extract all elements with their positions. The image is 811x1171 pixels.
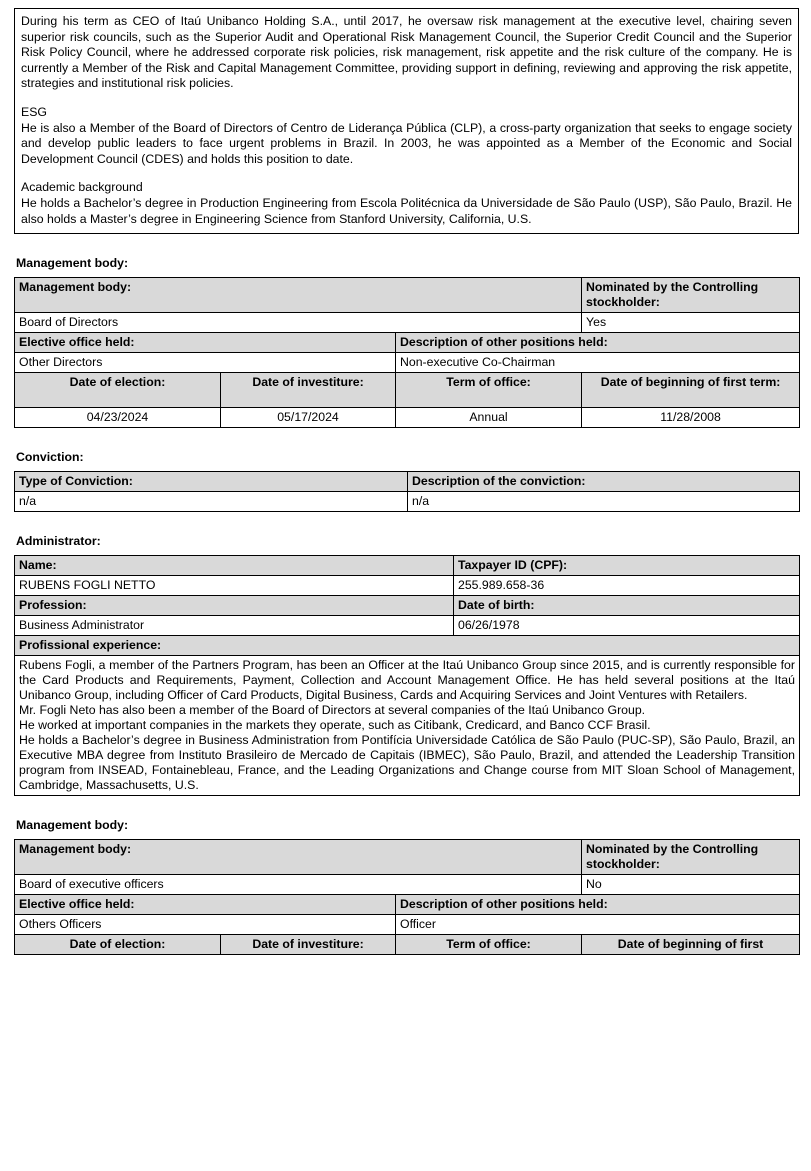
mb1-col-date-election: Date of election: — [15, 373, 221, 408]
table-row — [15, 313, 800, 333]
table-row — [15, 333, 800, 353]
mb2-col-term-of-office: Term of office: — [396, 935, 582, 955]
table-row — [15, 576, 800, 596]
mb1-nominated: Yes — [582, 313, 800, 333]
mb1-col-date-investiture: Date of investiture: — [221, 373, 396, 408]
admin-profession-label: Profession: — [15, 596, 454, 616]
table-row — [15, 935, 800, 955]
admin-profession-value: Business Administrator — [15, 616, 454, 636]
bio-paragraph-esg: He is also a Member of the Board of Directors of Centro de Liderança Pública (CLP), a cross-party organization that seeks to engage society and develop public leaders to face urgent problems in Brazil. In 2003, he was appointed as a Member of the Economic and Social Development Council (CDES) and holds this position to date. — [21, 120, 792, 166]
admin-birth-value: 06/26/1978 — [454, 616, 800, 636]
admin-name-label: Name: — [15, 556, 454, 576]
biography-box — [14, 8, 799, 234]
conviction-title: Conviction: — [16, 450, 84, 465]
mb1-other-positions-value: Non-executive Co-Chairman — [396, 353, 800, 373]
mb1-val-term-of-office: Annual — [396, 408, 582, 428]
table-row — [15, 278, 800, 313]
bio-heading-esg: ESG — [21, 104, 47, 119]
table-row — [15, 373, 800, 408]
mb1-col-term-of-office: Term of office: — [396, 373, 582, 408]
table-row — [15, 915, 800, 935]
admin-experience-p4: He holds a Bachelor’s degree in Business Administration from Pontifícia Universidade Católica de São Paulo (PUC-SP), São Paulo, Brazil, an Executive MBA degree from Instituto Brasileiro de Mercado de Capitais (IBMEC), São Paulo, Brazil, and attended the Leadership Transition program from INSEAD, Fontainebleau, France, and the Leading Organizations and Change course from MIT Sloan School of Management, Cambridge, Massachusetts, U.S. — [19, 733, 795, 793]
conviction-table — [14, 471, 800, 512]
table-row — [15, 840, 800, 875]
bio-heading-academic: Academic background — [21, 180, 143, 195]
admin-taxpayer-value: 255.989.658-36 — [454, 576, 800, 596]
mb1-val-date-election: 04/23/2024 — [15, 408, 221, 428]
mb2-col-date-investiture: Date of investiture: — [221, 935, 396, 955]
management-body-1-title: Management body: — [16, 256, 129, 271]
mb1-val-date-investiture: 05/17/2024 — [221, 408, 396, 428]
admin-name-value: RUBENS FOGLI NETTO — [15, 576, 454, 596]
admin-experience-p2: Mr. Fogli Neto has also been a member of the Board of Directors at several companies of the Itaú Unibanco Group. — [19, 703, 646, 718]
mb1-body-name: Board of Directors — [15, 313, 582, 333]
management-body-2-table — [14, 839, 800, 955]
table-row — [15, 875, 800, 895]
management-body-2-title: Management body: — [16, 818, 129, 833]
mb1-header-right: Nominated by the Controlling stockholder: — [582, 278, 800, 313]
admin-experience-cell — [15, 656, 800, 796]
mb2-col-date-first-term: Date of beginning of first — [582, 935, 800, 955]
mb2-elective-office-value: Others Officers — [15, 915, 396, 935]
mb1-col-date-first-term: Date of beginning of first term: — [582, 373, 800, 408]
table-row — [15, 636, 800, 656]
table-row — [15, 895, 800, 915]
admin-birth-label: Date of birth: — [454, 596, 800, 616]
admin-experience-p1: Rubens Fogli, a member of the Partners Program, has been an Officer at the Itaú Unibanco Group since 2015, and is currently responsible for the Card Products and Requirements, Payment, Collection and Account Management Office. He has held several positions at the Itaú Unibanco Group, including Officer of Card Products, Digital Business, Cards and Acquiring Services and Joint Ventures with Retailers. — [19, 658, 795, 703]
mb1-elective-office-label: Elective office held: — [15, 333, 396, 353]
mb1-other-positions-label: Description of other positions held: — [396, 333, 800, 353]
conviction-description-value: n/a — [408, 492, 800, 512]
mb1-val-date-first-term: 11/28/2008 — [582, 408, 800, 428]
table-row — [15, 556, 800, 576]
table-row — [15, 492, 800, 512]
mb1-elective-office-value: Other Directors — [15, 353, 396, 373]
mb2-col-date-election: Date of election: — [15, 935, 221, 955]
mb2-other-positions-label: Description of other positions held: — [396, 895, 800, 915]
management-body-1-table — [14, 277, 800, 428]
conviction-type-label: Type of Conviction: — [15, 472, 408, 492]
table-row — [15, 353, 800, 373]
table-row — [15, 616, 800, 636]
mb2-header-left: Management body: — [15, 840, 582, 875]
administrator-title: Administrator: — [16, 534, 101, 549]
administrator-table — [14, 555, 800, 796]
mb2-header-right: Nominated by the Controlling stockholder: — [582, 840, 800, 875]
mb1-header-left: Management body: — [15, 278, 582, 313]
admin-experience-label: Profissional experience: — [15, 636, 800, 656]
table-row — [15, 472, 800, 492]
bio-paragraph-academic: He holds a Bachelor’s degree in Production Engineering from Escola Politécnica da Universidade de São Paulo (USP), São Paulo, Brazil. He also holds a Master’s degree in Engineering Science from Stanford University, California, U.S. — [21, 195, 792, 226]
mb2-elective-office-label: Elective office held: — [15, 895, 396, 915]
mb2-nominated: No — [582, 875, 800, 895]
conviction-description-label: Description of the conviction: — [408, 472, 800, 492]
table-row — [15, 408, 800, 428]
mb2-body-name: Board of executive officers — [15, 875, 582, 895]
bio-paragraph-1: During his term as CEO of Itaú Unibanco Holding S.A., until 2017, he oversaw risk management at the executive level, chairing seven superior risk councils, such as the Superior Audit and Operational Risk Management Council, the Superior Credit Council and the Superior Risk Policy Council, where he addressed corporate risk policies, risk management, risk appetite and the risk culture of the company. He is currently a Member of the Risk and Capital Management Committee, providing support in defining, reviewing and approving the risk appetite, strategies and institutional risk policies. — [21, 14, 792, 91]
admin-taxpayer-label: Taxpayer ID (CPF): — [454, 556, 800, 576]
admin-experience-p3: He worked at important companies in the markets they operate, such as Citibank, Credicard, and Banco CCF Brasil. — [19, 718, 651, 733]
table-row — [15, 656, 800, 796]
mb2-other-positions-value: Officer — [396, 915, 800, 935]
table-row — [15, 596, 800, 616]
conviction-type-value: n/a — [15, 492, 408, 512]
